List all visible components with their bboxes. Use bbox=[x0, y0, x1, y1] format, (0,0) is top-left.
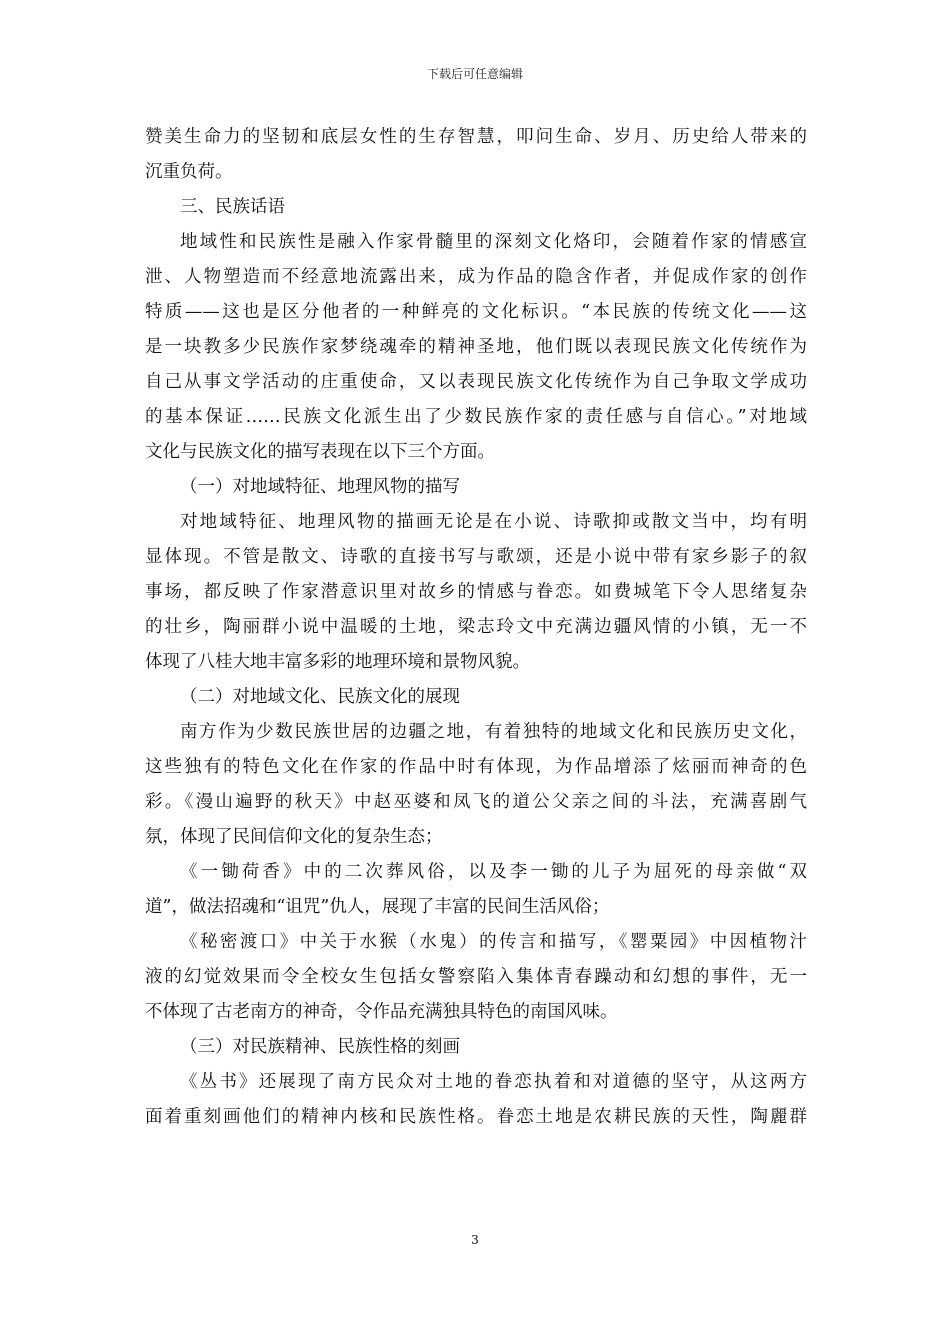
text-line: 《秘密渡口》中关于水猴（水鬼）的传言和描写，《罂粟园》中因植物汁 bbox=[180, 932, 807, 952]
text-line: 赞美生命力的坚韧和底层女性的生存智慧，叩问生命、岁月、历史给人带来的 bbox=[145, 127, 807, 147]
text-line: 南方作为少数民族世居的边疆之地，有着独特的地域文化和民族历史文化， bbox=[180, 722, 807, 742]
text-line: 的基本保证……民族文化派生出了少数民族作家的责任感与自信心。”对地域 bbox=[145, 407, 807, 427]
text-line: 彩。《漫山遍野的秋天》中赵巫婆和凤飞的道公父亲之间的斗法，充满喜剧气 bbox=[145, 792, 807, 812]
text-line: 《一锄荷香》中的二次葬风俗，以及李一锄的儿子为屈死的母亲做“双 bbox=[180, 862, 807, 882]
text-line: 液的幻觉效果而令全校女生包括女警察陷入集体青春躁动和幻想的事件，无一 bbox=[145, 967, 807, 987]
text-line: 泄、人物塑造而不经意地流露出来，成为作品的隐含作者，并促成作家的创作 bbox=[145, 267, 807, 287]
page-number: 3 bbox=[471, 1233, 479, 1247]
text-line: 的壮乡，陶丽群小说中温暖的土地，梁志玲文中充满边疆风情的小镇，无一不 bbox=[145, 617, 807, 637]
text-line: 特质——这也是区分他者的一种鲜亮的文化标识。“本民族的传统文化——这 bbox=[145, 302, 807, 322]
text-line: 地域性和民族性是融入作家骨髓里的深刻文化烙印，会随着作家的情感宣 bbox=[180, 232, 807, 252]
document-body bbox=[145, 120, 807, 1135]
text-line: 显体现。不管是散文、诗歌的直接书写与歌颂，还是小说中带有家乡影子的叙 bbox=[145, 547, 807, 567]
text-line: 不体现了古老南方的神奇，令作品充满独具特色的南国风味。 bbox=[145, 1002, 618, 1022]
text-line: 三、民族话语 bbox=[180, 197, 285, 217]
text-line: 事场，都反映了作家潜意识里对故乡的情感与眷恋。如费城笔下令人思绪复杂 bbox=[145, 582, 807, 602]
text-line: 对地域特征、地理风物的描画无论是在小说、诗歌抑或散文当中，均有明 bbox=[180, 512, 807, 532]
text-line: 氛，体现了民间信仰文化的复杂生态； bbox=[145, 827, 443, 847]
text-line: 体现了八桂大地丰富多彩的地理环境和景物风貌。 bbox=[145, 652, 530, 672]
text-line: 沉重负荷。 bbox=[145, 162, 233, 182]
text-line: 《丛书》还展现了南方民众对土地的眷恋执着和对道德的坚守，从这两方 bbox=[180, 1072, 807, 1092]
text-line: （三）对民族精神、民族性格的刻画 bbox=[180, 1037, 460, 1057]
text-line: （二）对地域文化、民族文化的展现 bbox=[180, 687, 460, 707]
text-line: 道”，做法招魂和“诅咒”仇人，展现了丰富的民间生活风俗； bbox=[145, 897, 610, 917]
text-line: 是一块教多少民族作家梦绕魂牵的精神圣地，他们既以表现民族文化传统作为 bbox=[145, 337, 807, 357]
page-header: 下载后可任意编辑 bbox=[426, 67, 523, 81]
text-line: 这些独有的特色文化在作家的作品中时有体现，为作品增添了炫丽而神奇的色 bbox=[145, 757, 807, 777]
text-line: （一）对地域特征、地理风物的描写 bbox=[180, 477, 460, 497]
text-line: 面着重刻画他们的精神内核和民族性格。眷恋土地是农耕民族的天性，陶麗群 bbox=[145, 1107, 807, 1127]
text-line: 文化与民族文化的描写表现在以下三个方面。 bbox=[145, 442, 495, 462]
text-line: 自己从事文学活动的庄重使命，又以表现民族文化传统作为自己争取文学成功 bbox=[145, 372, 807, 392]
